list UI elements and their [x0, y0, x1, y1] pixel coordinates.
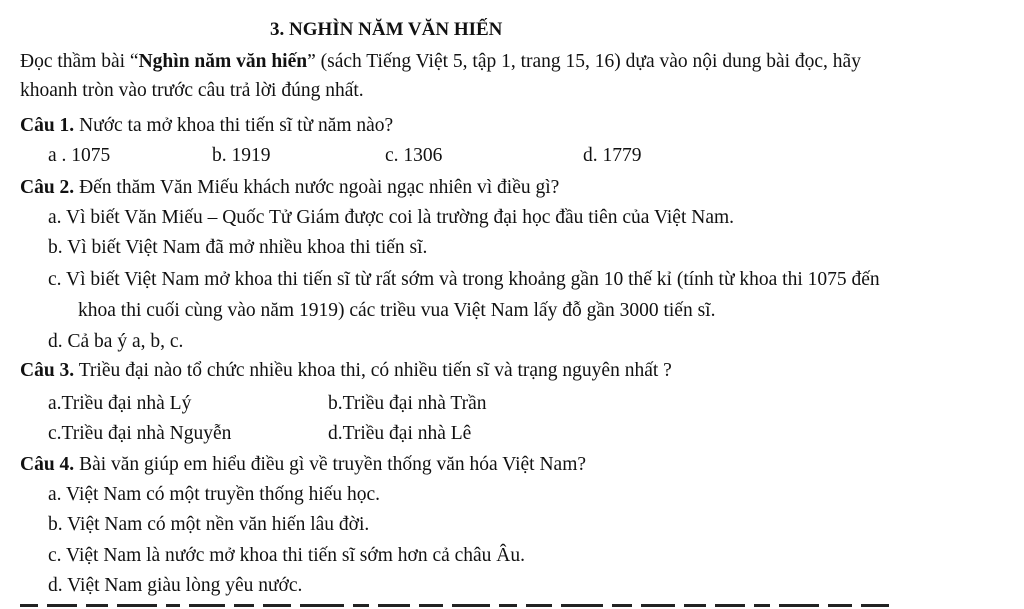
question-3-text: Triều đại nào tổ chức nhiều khoa thi, có nhiều tiến sĩ và trạng nguyên nhất ?	[74, 360, 672, 381]
question-2-option-d[interactable]: d. Cả ba ý a, b, c.	[48, 331, 184, 352]
intro-prefix: Đọc thầm bài “	[20, 51, 139, 72]
question-1-option-c[interactable]: c. 1306	[385, 145, 443, 166]
question-2-label: Câu 2.	[20, 177, 75, 198]
question-2-text: Đến thăm Văn Miếu khách nước ngoài ngạc nhiên vì điều gì?	[74, 177, 560, 198]
question-3-option-a[interactable]: a.Triều đại nhà Lý	[48, 393, 192, 414]
question-4-label: Câu 4.	[20, 454, 75, 475]
question-3	[20, 359, 672, 383]
question-4-option-d[interactable]: d. Việt Nam giàu lòng yêu nước.	[48, 575, 303, 596]
question-1-label: Câu 1.	[20, 115, 75, 136]
reading-title: Nghìn năm văn hiến	[138, 51, 308, 72]
intro-line-2: khoanh tròn vào trước câu trả lời đúng nhất.	[20, 80, 364, 101]
question-2-option-c-line-1[interactable]: c. Vì biết Việt Nam mở khoa thi tiến sĩ từ rất sớm và trong khoảng gần 10 thế kỉ (tính từ khoa thi 1075 đến	[48, 269, 880, 290]
question-2	[20, 176, 559, 200]
question-3-option-d[interactable]: d.Triều đại nhà Lê	[328, 423, 472, 444]
question-3-option-c[interactable]: c.Triều đại nhà Nguyễn	[48, 423, 232, 444]
question-4-option-b[interactable]: b. Việt Nam có một nền văn hiến lâu đời.	[48, 514, 370, 535]
cutoff-text-fragments	[20, 599, 1010, 609]
question-1-text: Nước ta mở khoa thi tiến sĩ từ năm nào?	[74, 115, 394, 136]
question-2-option-a[interactable]: a. Vì biết Văn Miếu – Quốc Tử Giám được coi là trường đại học đầu tiên của Việt Nam.	[48, 207, 735, 228]
intro-line-1	[20, 50, 861, 74]
question-2-option-c-line-2[interactable]: khoa thi cuối cùng vào năm 1919) các triều vua Việt Nam lấy đỗ gần 3000 tiến sĩ.	[78, 300, 716, 321]
question-3-label: Câu 3.	[20, 360, 75, 381]
intro-suffix: ” (sách Tiếng Việt 5, tập 1, trang 15, 16) dựa vào nội dung bài đọc, hãy	[307, 51, 861, 72]
question-4	[20, 453, 586, 477]
page-title: 3. NGHÌN NĂM VĂN HIẾN	[270, 19, 503, 40]
question-1-option-d[interactable]: d. 1779	[583, 145, 642, 166]
question-3-option-b[interactable]: b.Triều đại nhà Trần	[328, 393, 487, 414]
question-4-text: Bài văn giúp em hiểu điều gì về truyền thống văn hóa Việt Nam?	[74, 454, 587, 475]
question-1	[20, 114, 393, 138]
question-2-option-b[interactable]: b. Vì biết Việt Nam đã mở nhiều khoa thi tiến sĩ.	[48, 237, 428, 258]
question-1-option-a[interactable]: a . 1075	[48, 145, 111, 166]
question-1-option-b[interactable]: b. 1919	[212, 145, 271, 166]
question-4-option-a[interactable]: a. Việt Nam có một truyền thống hiếu học.	[48, 484, 381, 505]
question-4-option-c[interactable]: c. Việt Nam là nước mở khoa thi tiến sĩ sớm hơn cả châu Âu.	[48, 545, 526, 566]
